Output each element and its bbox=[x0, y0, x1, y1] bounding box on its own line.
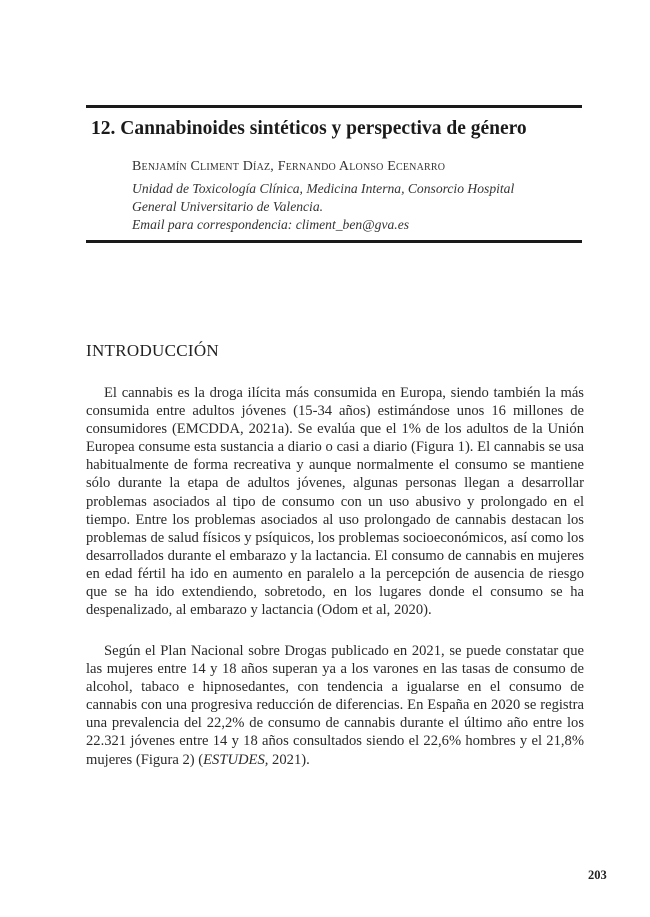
header-top-rule bbox=[86, 105, 582, 108]
affiliation-line-2: General Universitario de Valencia. bbox=[132, 199, 324, 214]
header-bottom-rule bbox=[86, 240, 582, 243]
citation-estudes: ESTUDES, bbox=[203, 751, 269, 768]
authors: Benjamín Climent Díaz, Fernando Alonso Ecenarro bbox=[132, 159, 446, 174]
chapter-title: 12. Cannabinoides sintéticos y perspectiva de género bbox=[91, 118, 527, 139]
paragraph-2-end: 2021). bbox=[268, 751, 310, 768]
paragraph-1-text: El cannabis es la droga ilícita más consumida en Europa, siendo también la más consumida entre adultos jóvenes (15-34 años) estimándose unos 16 millones de consumidores (EMCDDA, 2021a). Se evalúa que el 1% de los adultos de la Unión Europea consume esta sustancia a diario o casi a diario (Figura 1). El cannabis se usa habitualmente de forma recreativa y aunque normalmente el consumo se mantiene sólo durante la etapa de adultos jóvenes, algunas personas llegan a desarrollar problemas asociados al tipo de consumo con un uso abusivo y prolongado en el tiempo. Entre los problemas asociados al uso prolongado de cannabis destacan los problemas de salud físicos y psíquicos, los problemas socioeconómicos, así como los desarrollados durante el embarazo y la lactancia. El consumo de cannabis en mujeres en edad fértil ha ido en aumento en paralelo a la percepción de ausencia de riesgo que se ha ido extendiendo, sobretodo, en los lugares donde el consumo se ha despenalizado, al embarazo y lactancia (Odom et al, 2020). bbox=[86, 385, 584, 619]
correspondence-email: Email para correspondencia: climent_ben@gva.es bbox=[132, 217, 410, 232]
body-paragraph-2 bbox=[86, 642, 584, 769]
paragraph-2-text bbox=[86, 642, 584, 769]
affiliation-line-1: Unidad de Toxicología Clínica, Medicina Interna, Consorcio Hospital bbox=[132, 181, 515, 196]
paragraph-2-main: Según el Plan Nacional sobre Drogas publicado en 2021, se puede constatar que las mujeres entre 14 y 18 años superan ya a los varones en las tasas de consumo de alcohol, tabaco e hipnosedantes, con tendencia a igualarse en el consumo de cannabis con una progresiva reducción de diferencias. En España en 2020 se registra una prevalencia del 22,2% de consumo de cannabis durante el último año entre los 22.321 jóvenes entre 14 y 18 años consultados siendo el 22,6% hombres y el 21,8% mujeres (Figura 2) ( bbox=[86, 643, 584, 768]
body-paragraph-1 bbox=[86, 384, 584, 619]
section-heading: INTRODUCCIÓN bbox=[86, 341, 219, 360]
page-number: 203 bbox=[588, 868, 607, 882]
